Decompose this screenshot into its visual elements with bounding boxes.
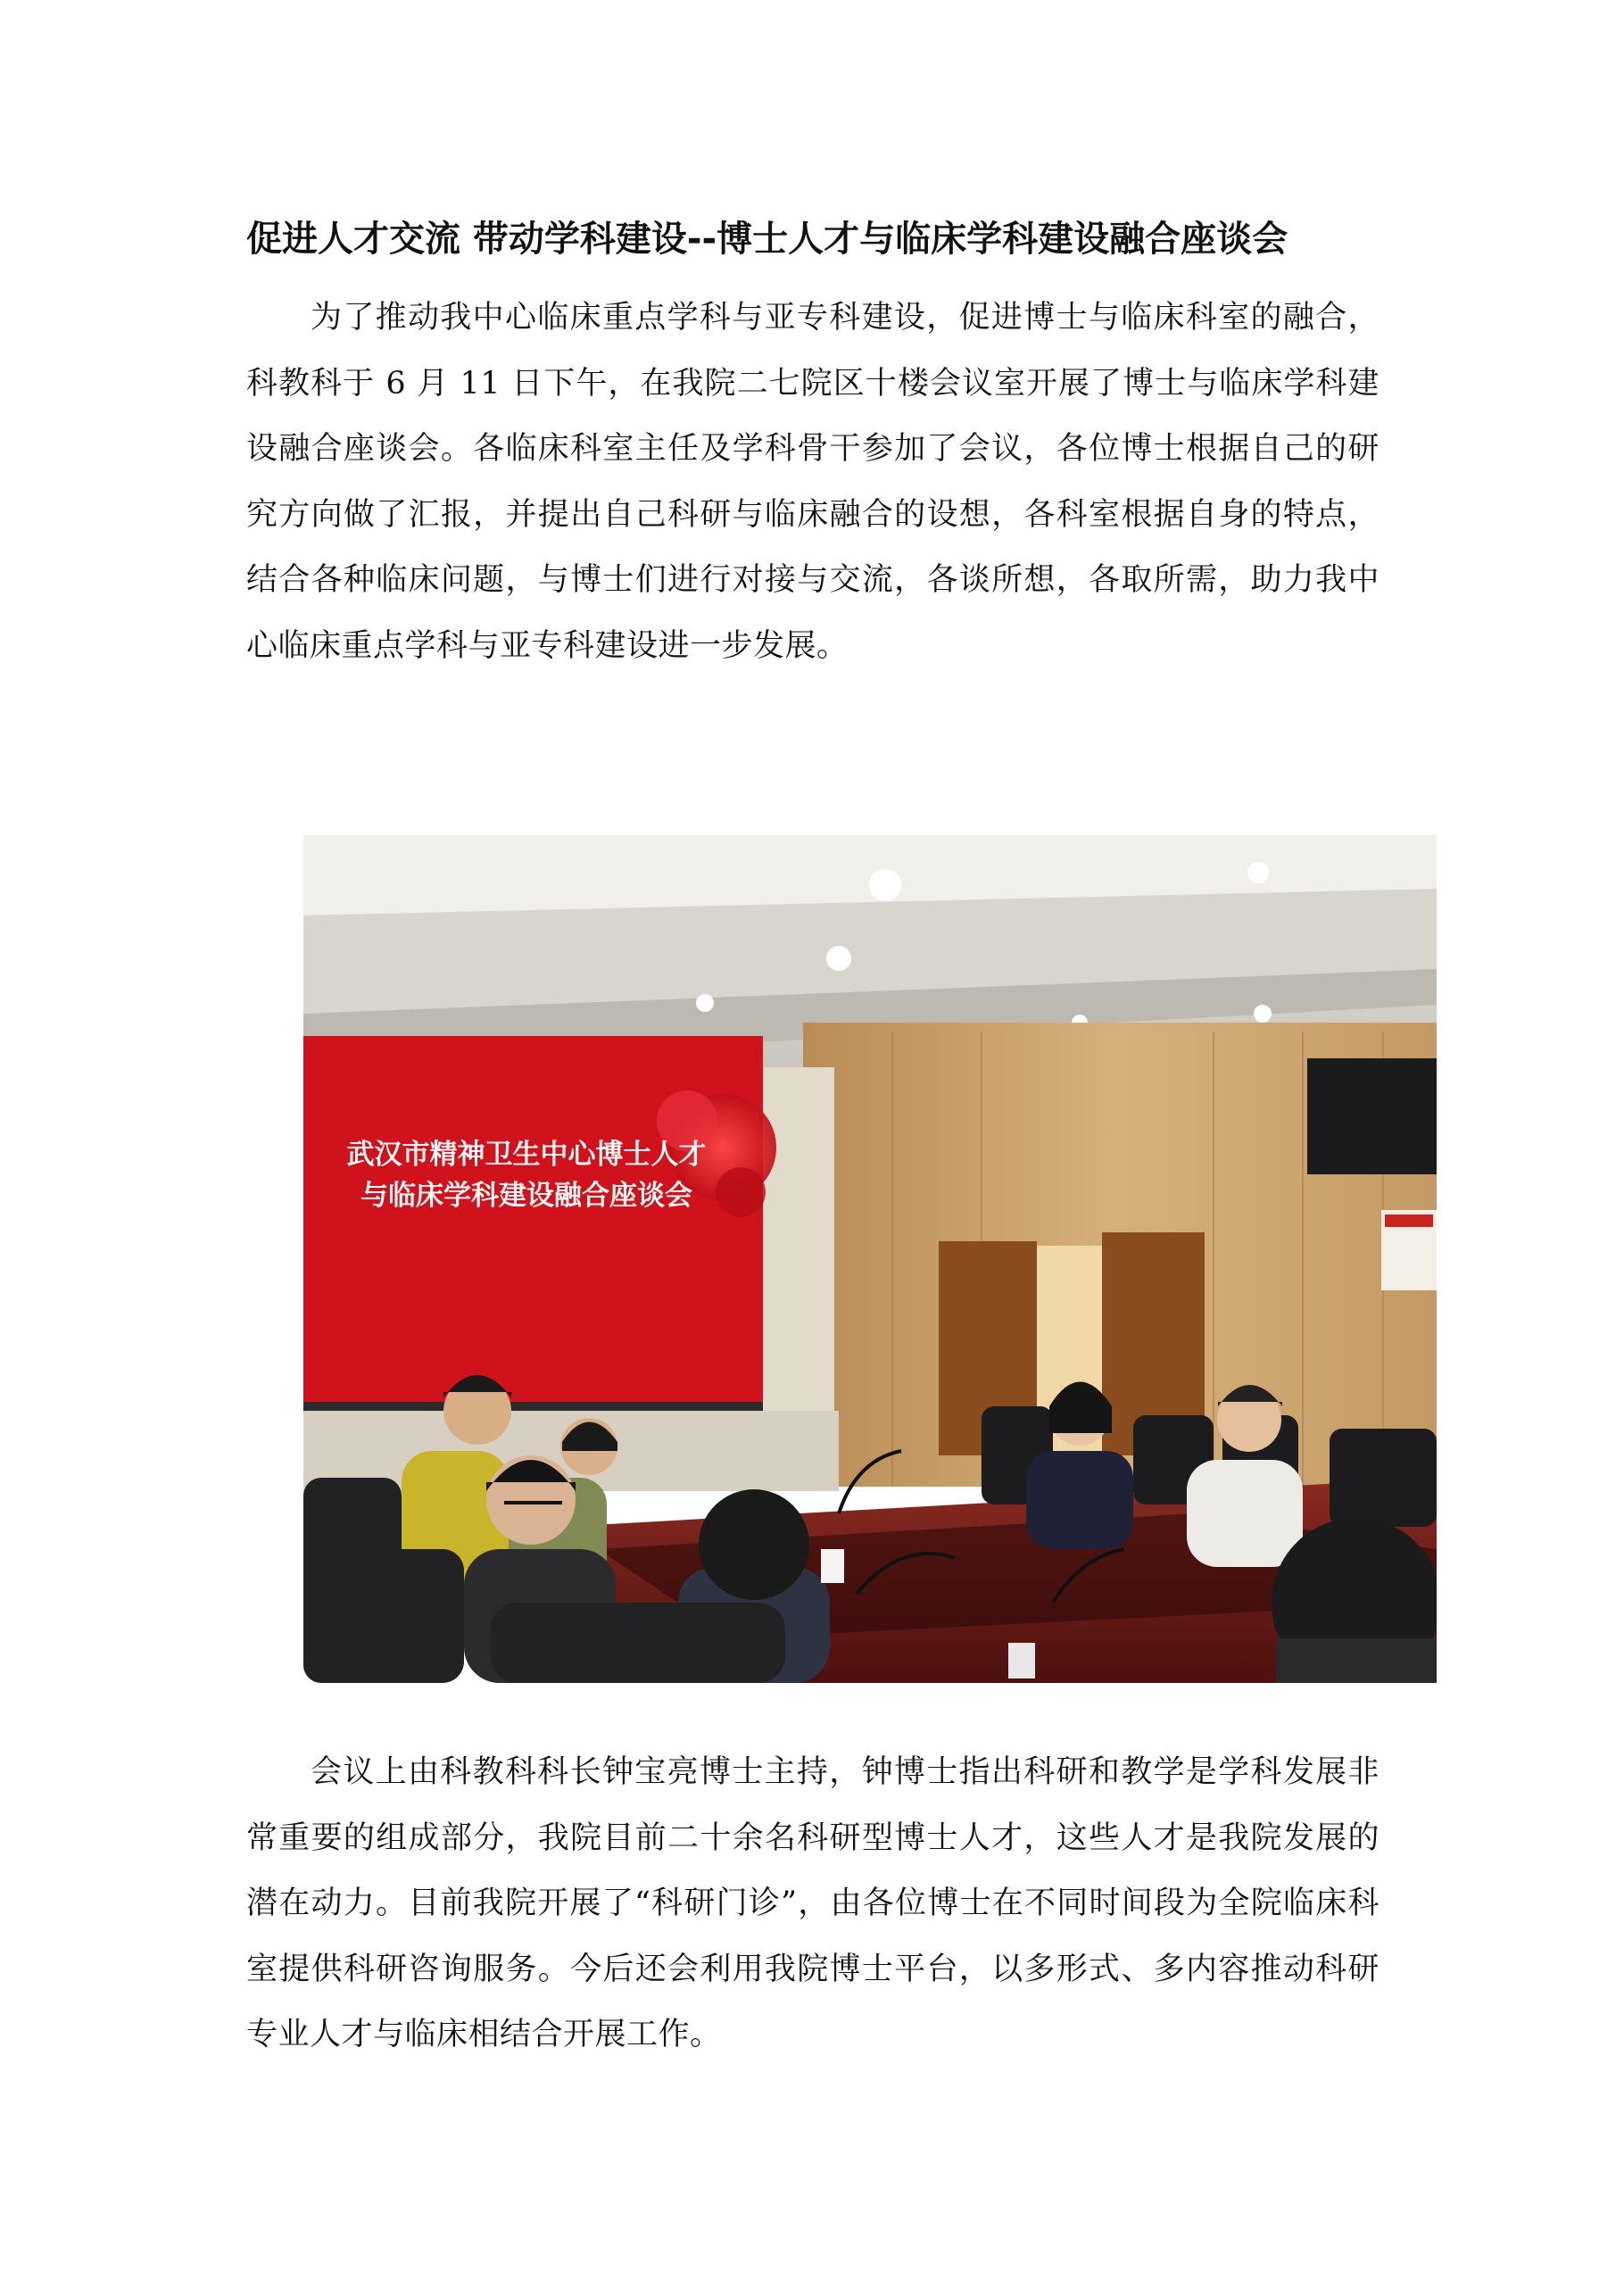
wall-tv [1307, 1058, 1437, 1174]
article-paragraph-1: 为了推动我中心临床重点学科与亚专科建设，促进博士与临床科室的融合，科教科于 6 月 11 日下午，在我院二七院区十楼会议室开展了博士与临床学科建设融合座谈会。各临床科室主任及学科骨干参加了会议，各位博士根据自己的研究方向做了汇报，并提出自己科研与临床融合的设想，各科室根据自身的特点，结合各种临床问题，与博士们进行对接与交流，各谈所想，各取所需，助力我中心临床重点学科与亚专科建设进一步发展。 [246, 300, 1380, 664]
meeting-photo [303, 835, 1437, 1683]
article-title: 促进人才交流 带动学科建设--博士人才与临床学科建设融合座谈会 [246, 219, 1288, 260]
screen-title-line-2: 与临床学科建设融合座谈会 [360, 1180, 692, 1212]
article-paragraph-2: 会议上由科教科科长钟宝亮博士主持，钟博士指出科研和教学是学科发展非常重要的组成部分，我院目前二十余名科研型博士人才，这些人才是我院发展的潜在动力。目前我院开展了“科研门诊”，由各位博士在不同时间段为全院临床科室提供科研咨询服务。今后还会利用我院博士平台，以多形式、多内容推动科研专业人才与临床相结合开展工作。 [246, 1754, 1380, 2052]
projection-screen [303, 1036, 763, 1402]
screen-title-line-1: 武汉市精神卫生中心博士人才 [346, 1139, 707, 1171]
